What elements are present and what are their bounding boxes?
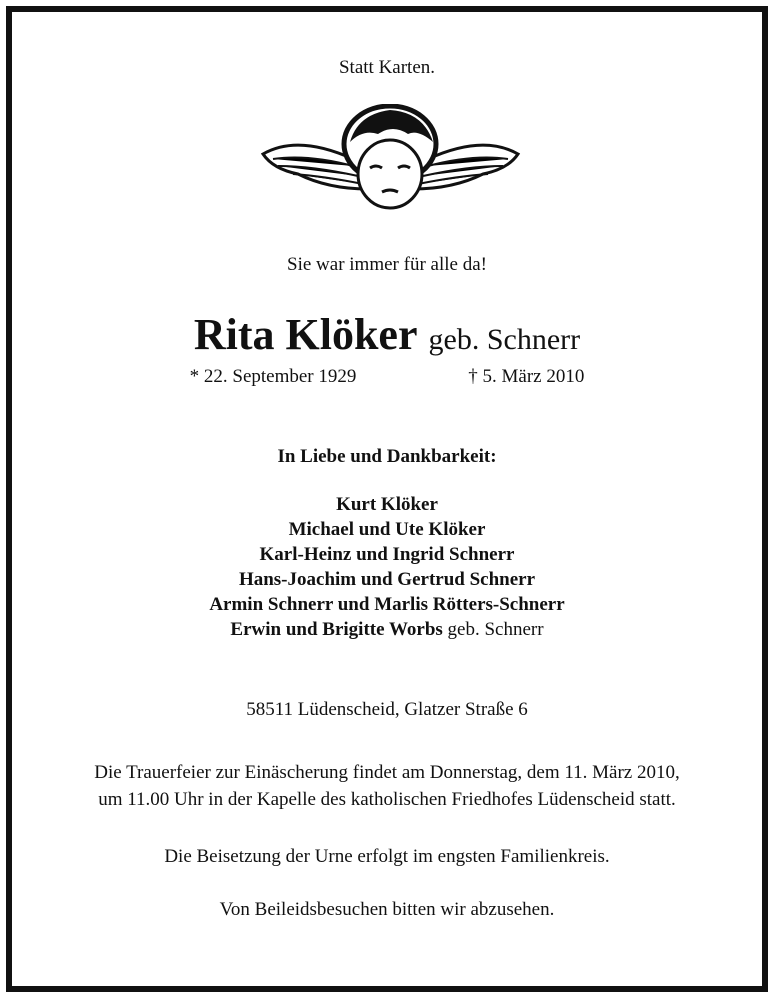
life-dates (0, 365, 774, 389)
mourner: Karl-Heinz und Ingrid Schnerr (259, 544, 515, 565)
mourner: Armin Schnerr und Marlis Rötters-Schnerr (209, 594, 565, 615)
mourner: Hans-Joachim und Gertrud Schnerr (238, 569, 536, 590)
mourner-name: Erwin und Brigitte Worbs (230, 619, 443, 640)
mourner-suffix: geb. Schnerr (447, 619, 544, 640)
mourner: Michael und Ute Klöker (288, 519, 486, 540)
death-date: † 5. März 2010 (468, 366, 585, 387)
mourner (0, 618, 774, 642)
header-text: Statt Karten. (338, 57, 436, 78)
burial-text: Die Beisetzung der Urne erfolgt im engsten Familienkreis. (164, 846, 610, 867)
mourner: Kurt Klöker (336, 494, 438, 515)
service-line: Die Trauerfeier zur Einäscherung findet am Donnerstag, dem 11. März 2010, (94, 762, 680, 783)
deceased-name-line (0, 310, 774, 365)
deceased-name: Rita Klöker (193, 310, 418, 359)
service-line: um 11.00 Uhr in der Kapelle des katholischen Friedhofes Lüdenscheid statt. (98, 789, 676, 810)
motto-text: Sie war immer für alle da! (287, 254, 487, 275)
address: 58511 Lüdenscheid, Glatzer Straße 6 (246, 699, 528, 720)
birth-name: geb. Schnerr (428, 323, 581, 356)
birth-date: * 22. September 1929 (189, 366, 357, 387)
mourners-heading: In Liebe und Dankbarkeit: (277, 446, 497, 467)
cherub-icon (258, 104, 523, 212)
condolence-text: Von Beileidsbesuchen bitten wir abzusehen. (219, 899, 555, 920)
